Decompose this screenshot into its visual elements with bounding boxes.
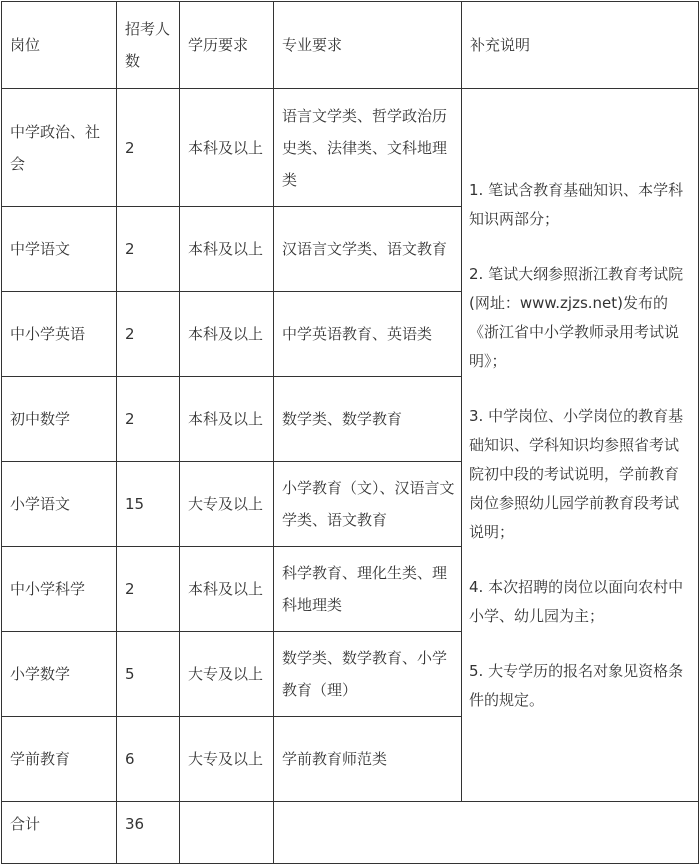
major-cell: 科学教育、理化生类、理科地理类 [274,547,462,632]
major-cell: 数学类、数学教育 [274,377,462,462]
count-cell: 15 [117,462,180,547]
education-cell: 本科及以上 [180,377,274,462]
note-item: 1. 笔试含教育基础知识、本学科知识两部分； [469,180,684,228]
education-cell: 本科及以上 [180,292,274,377]
position-cell: 小学语文 [2,462,117,547]
header-notes: 补充说明 [462,2,699,89]
header-education: 学历要求 [180,2,274,89]
position-cell: 中学政治、社会 [2,89,117,207]
position-cell: 中小学英语 [2,292,117,377]
major-cell: 语言文学类、哲学政治历史类、法律类、文科地理类 [274,89,462,207]
major-cell: 中学英语教育、英语类 [274,292,462,377]
header-row [2,2,699,89]
count-cell: 6 [117,717,180,802]
major-cell: 数学类、数学教育、小学教育（理） [274,632,462,717]
count-cell: 2 [117,547,180,632]
total-empty-cell [180,802,274,864]
header-major: 专业要求 [274,2,462,89]
total-empty-wide-cell [274,802,699,864]
position-cell: 学前教育 [2,717,117,802]
position-cell: 中学语文 [2,207,117,292]
count-cell: 2 [117,377,180,462]
education-cell: 本科及以上 [180,547,274,632]
education-cell: 大专及以上 [180,462,274,547]
major-cell: 汉语言文学类、语文教育 [274,207,462,292]
note-item: 3. 中学岗位、小学岗位的教育基础知识、学科知识均参照省考试院初中段的考试说明，学前教育岗位参照幼儿园学前教育段考试说明； [469,406,684,541]
recruitment-table [1,1,699,864]
count-cell: 5 [117,632,180,717]
header-position: 岗位 [2,2,117,89]
education-cell: 本科及以上 [180,207,274,292]
total-row [2,802,699,864]
header-count: 招考人数 [117,2,180,89]
notes-cell [462,89,699,802]
total-label-cell: 合计 [2,802,117,864]
total-count-cell: 36 [117,802,180,864]
education-cell: 大专及以上 [180,717,274,802]
position-cell: 中小学科学 [2,547,117,632]
position-cell: 初中数学 [2,377,117,462]
count-cell: 2 [117,207,180,292]
note-item: 5. 大专学历的报名对象见资格条件的规定。 [469,661,684,709]
note-item: 4. 本次招聘的岗位以面向农村中小学、幼儿园为主； [469,577,684,625]
note-item: 2. 笔试大纲参照浙江教育考试院(网址：www.zjzs.net)发布的《浙江省中小学教师录用考试说明》； [469,264,684,370]
education-cell: 本科及以上 [180,89,274,207]
education-cell: 大专及以上 [180,632,274,717]
major-cell: 小学教育（文）、汉语言文学类、语文教育 [274,462,462,547]
count-cell: 2 [117,292,180,377]
major-cell: 学前教育师范类 [274,717,462,802]
table-row [2,89,699,207]
count-cell: 2 [117,89,180,207]
position-cell: 小学数学 [2,632,117,717]
